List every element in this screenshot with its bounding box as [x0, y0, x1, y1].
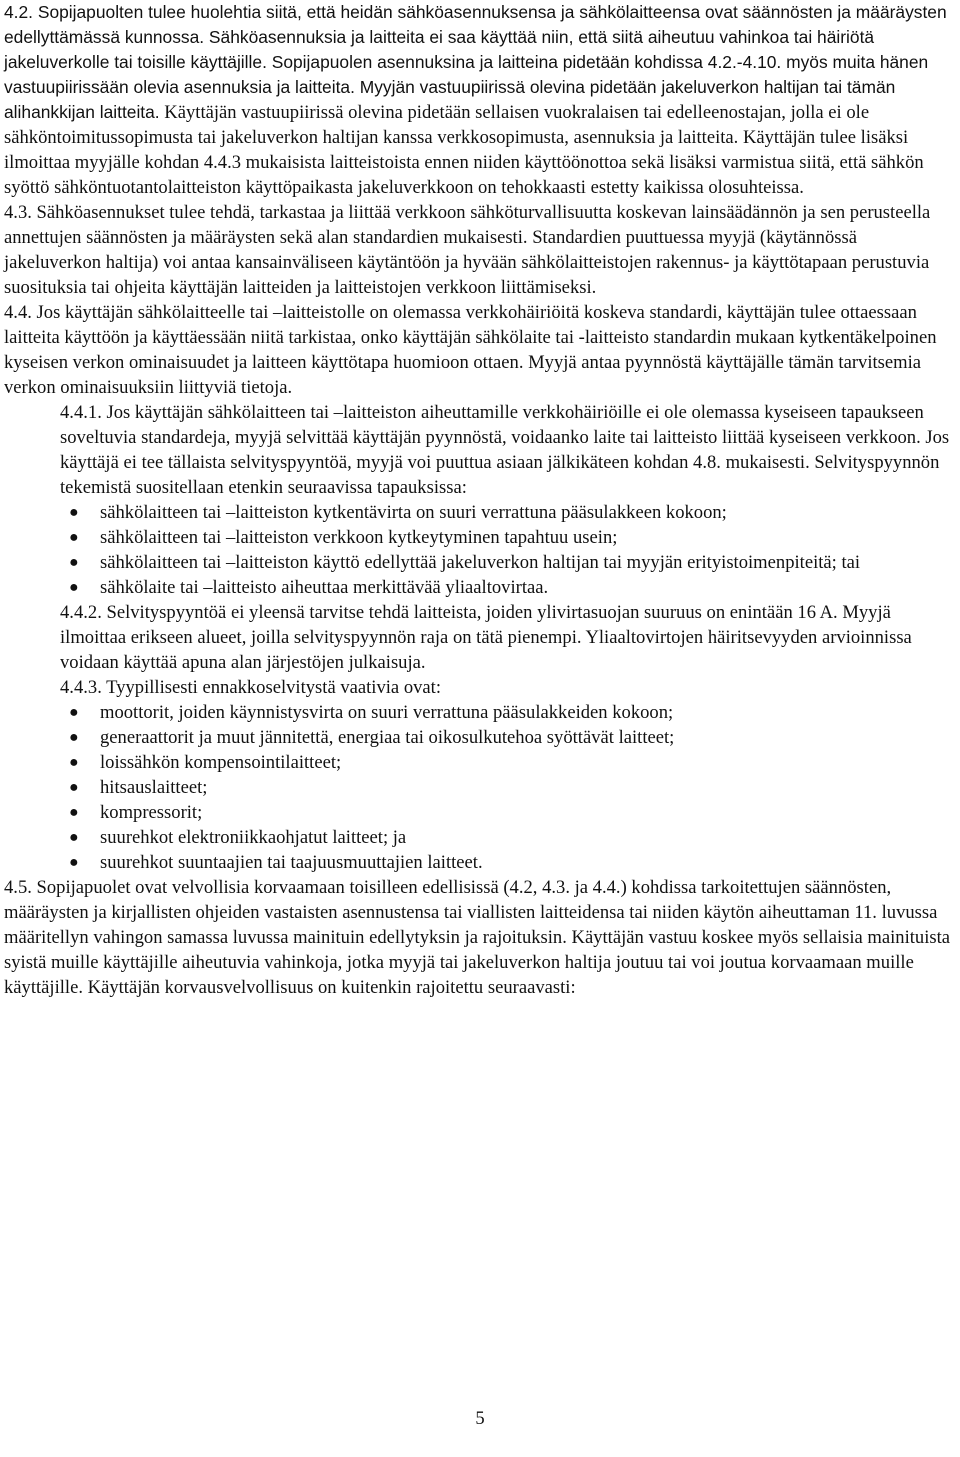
- section-4-4-3: 4.4.3. Tyypillisesti ennakkoselvitystä vaativia ovat:: [60, 677, 442, 698]
- bullet-icon: ●: [69, 779, 79, 796]
- section-4-2-continuation: Käyttäjän vastuupiirissä olevina pidetään sellaisen vuokralaisen tai edelleenostajan, jolla ei ole sähköntoimitussopimusta tai jakeluverkon haltijan kanssa verkkosopimusta, asennuksia ja laitteita. Käyttäjän tulee lisäksi ilmoittaa myyjälle kohdan 4.4.3 mukaisista laitteistoista ennen niiden käyttöönottoa sekä lisäksi varmistua siitä, että sähkön syöttö sähköntuotantolaitteiston käyttöpaikasta jakeluverkkoon on tehokkaasti estetty kaikissa olosuhteissa.: [4, 102, 924, 198]
- bullet-icon: ●: [69, 829, 79, 846]
- list-item: ● sähkölaitteen tai –laitteiston käyttö edellyttää jakeluverkon haltijan tai myyjän erityistoimenpiteitä; tai: [69, 552, 861, 573]
- list-item: ● sähkölaitteen tai –laitteiston verkkoon kytkeytyminen tapahtuu usein;: [69, 527, 618, 548]
- bullet-icon: ●: [69, 729, 79, 746]
- document-page: [4, 0, 952, 1000]
- bullet-icon: ●: [69, 704, 79, 721]
- list-item: ● moottorit, joiden käynnistysvirta on suuri verrattuna pääsulakkeiden kokoon;: [69, 702, 674, 723]
- list-item: ● sähkölaite tai –laitteisto aiheuttaa merkittävää yliaaltovirtaa.: [69, 577, 549, 598]
- list-item: ● suurehkot elektroniikkaohjatut laitteet; ja: [69, 827, 407, 848]
- section-4-4-2: 4.4.2. Selvityspyyntöä ei yleensä tarvitse tehdä laitteista, joiden ylivirtasuojan suuruus on enintään 16 A. Myyjä ilmoittaa erikseen alueet, joilla selvityspyynnön raja on tätä pienempi. Yliaaltovirtojen häiritsevyyden arvioinnissa voidaan käyttää apuna alan järjestöjen julkaisuja.: [60, 602, 912, 673]
- section-4-4-1-list: [4, 500, 952, 600]
- list-item: ● kompressorit;: [69, 802, 203, 823]
- section-4-2: [4, 0, 952, 200]
- section-4-3: 4.3. Sähköasennukset tulee tehdä, tarkastaa ja liittää verkkoon sähköturvallisuutta koskevan lainsäädännön ja sen perusteella annettujen säännösten ja määräysten sekä alan standardien mukaisesti. Standardien puuttuessa myyjä (käytännössä jakeluverkon haltija) voi antaa kansainväliseen käytäntöön ja hyvään sähkölaitteistojen rakennus- ja käyttötapaan perustuvia suosituksia tai ohjeita käyttäjän laitteiden ja laitteistojen verkkoon liittämiseksi.: [4, 202, 931, 298]
- section-4-4-3-list: [4, 700, 952, 875]
- bullet-icon: ●: [69, 554, 79, 571]
- list-item: ● hitsauslaitteet;: [69, 777, 208, 798]
- list-item: ● sähkölaitteen tai –laitteiston kytkentävirta on suuri verrattuna pääsulakkeen kokoon;: [69, 502, 727, 523]
- section-4-5: 4.5. Sopijapuolet ovat velvollisia korvaamaan toisilleen edellisissä (4.2, 4.3. ja 4.4.) kohdissa tarkoitettujen säännösten, määräysten ja kirjallisten ohjeiden vastaisten asennustensa tai viallisten laitteidensa tai niiden käytön aiheuttaman 11. luvussa määritellyn vahingon samassa luvussa mainituin edellytyksin ja rajoituksin. Käyttäjän vastuu koskee myös sellaisia mainituista syistä muille käyttäjille aiheutuvia vahinkoja, jotka myyjä tai jakeluverkon haltija joutuu tai voi joutua korvaamaan muille käyttäjille. Käyttäjän korvausvelvollisuus on kuitenkin rajoitettu seuraavasti:: [4, 877, 951, 998]
- list-item: ● loissähkön kompensointilaitteet;: [69, 752, 342, 773]
- bullet-icon: ●: [69, 504, 79, 521]
- section-4-4-1: 4.4.1. Jos käyttäjän sähkölaitteen tai –laitteiston aiheuttamille verkkohäiriöille ei ole olemassa kyseiseen tapaukseen soveltuvia standardeja, myyjä selvittää käyttäjän pyynnöstä, voidaanko laite tai laitteisto liittää kyseiseen verkkoon. Jos käyttäjä ei tee tällaista selvityspyyntöä, myyjä voi puuttua asiaan jälkikäteen kohdan 4.8. mukaisesti. Selvityspyynnön tekemistä suositellaan etenkin seuraavissa tapauksissa:: [60, 402, 950, 498]
- list-item: ● suurehkot suuntaajien tai taajuusmuuttajien laitteet.: [69, 852, 483, 873]
- list-item: ● generaattorit ja muut jännitettä, energiaa tai oikosulkutehoa syöttävät laitteet;: [69, 727, 675, 748]
- bullet-icon: ●: [69, 804, 79, 821]
- bullet-icon: ●: [69, 854, 79, 871]
- page-number: 5: [475, 1408, 485, 1429]
- section-4-4: 4.4. Jos käyttäjän sähkölaitteelle tai –laitteistolle on olemassa verkkohäiriöitä koskeva standardi, käyttäjän tulee ottaessaan laitteita käyttöön ja käyttäessään niitä tarkistaa, onko käyttäjän sähkölaite tai -laitteisto standardin mukaan kytkentäkelpoinen kyseisen verkon ominaisuudet ja laitteen käyttötapa huomioon ottaen. Myyjä antaa pyynnöstä käyttäjälle tämän tarvitsemia verkon ominaisuuksiin liittyviä tietoja.: [4, 302, 937, 398]
- bullet-icon: ●: [69, 579, 79, 596]
- bullet-icon: ●: [69, 754, 79, 771]
- bullet-icon: ●: [69, 529, 79, 546]
- section-4-2-intro: 4.2. Sopijapuolten tulee huolehtia siitä, että heidän sähköasennuksensa ja sähkölaitteensa ovat säännösten ja määräysten edellyttämässä kunnossa. Sähköasennuksia ja laitteita ei saa käyttää niin, että siitä aiheutuu vahinkoa tai häiriötä jakeluverkolle tai toisille käyttäjille. Sopijapuolen asennuksina ja laitteina pidetään kohdissa 4.2.-4.10. myös muita hänen vastuupiirissään olevia asennuksia ja laitteita. Myyjän vastuupiirissä olevina pidetään jakeluverkon haltijan tai tämän alihankkijan laitteita.: [4, 2, 947, 122]
